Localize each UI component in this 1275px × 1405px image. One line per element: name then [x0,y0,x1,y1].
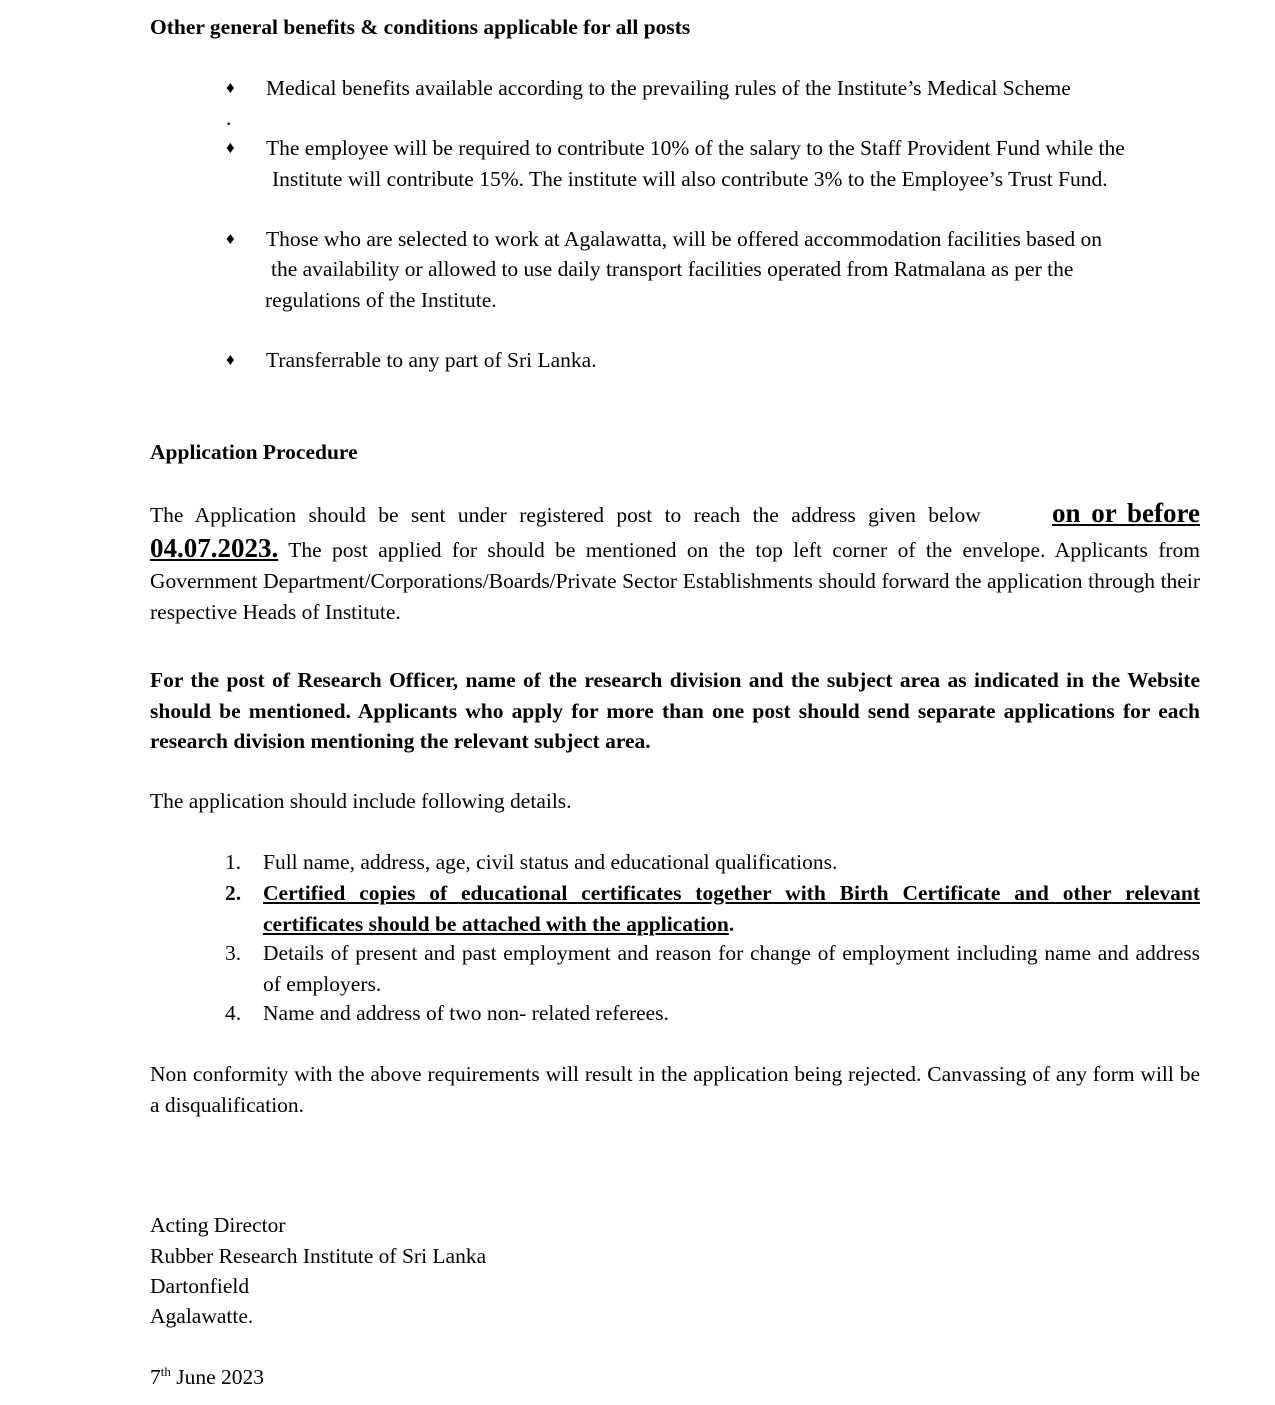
list-item-employment: Details of present and past employment and reason for change of employment including name and address of employers. [263,941,1200,996]
list-item-certificates [263,878,1200,939]
certificates-text: Certified copies of educational certificates together with Birth Certificate and other relevant certificates should be attached with the application [263,881,1200,936]
benefit-item-accommodation-line1: Those who are selected to work at Agalawatta, will be offered accommodation facilities based on [266,227,1103,251]
signatory-title: Acting Director [150,1213,286,1237]
deadline-on-or-before: on or before [1052,498,1200,528]
list-item-personal-details: Full name, address, age, civil status and educational qualifications. [263,850,838,874]
list-item-referees: Name and address of two non- related referees. [263,1001,669,1025]
deadline-remaining-text: The post applied for should be mentioned on the top left corner of the envelope. Applicants from Government Department/Corporations/Boards/Private Sector Establishments should forward the application through their respective Heads of Institute. [150,538,1200,624]
list-number: 2. [225,881,242,905]
procedure-paragraph-nonconformity: Non conformity with the above requirements will result in the application being rejected. Canvassing of any form will be a disqualification. [150,1062,1200,1117]
date-month-year: June 2023 [170,1365,265,1389]
benefit-item-transfer: Transferrable to any part of Sri Lanka. [266,348,597,372]
list-number: 4. [225,1001,242,1025]
list-number: 3. [225,941,242,965]
document-date [150,1362,264,1393]
deadline-date: 04.07.2023. [150,533,279,563]
benefit-item-provident-line2: Institute will contribute 15%. The institute will also contribute 3% to the Employee’s Trust Fund. [272,167,1108,191]
bullet-icon: ♦ [226,229,235,248]
procedure-paragraph-deadline [150,498,1200,628]
date-suffix: th [160,1364,171,1379]
deadline-intro-text: The Application should be sent under registered post to reach the address given below [150,503,981,527]
benefit-item-provident-line1: The employee will be required to contribute 10% of the salary to the Staff Provident Fund while the [266,136,1125,160]
procedure-paragraph-details-intro: The application should include following details. [150,789,572,813]
date-day: 7 [150,1365,161,1389]
stray-dot: . [226,106,232,130]
benefits-heading: Other general benefits & conditions applicable for all posts [150,15,691,39]
benefit-item-medical: Medical benefits available according to the prevailing rules of the Institute’s Medical Scheme [266,76,1071,100]
benefit-item-accommodation-line2: the availability or allowed to use daily transport facilities operated from Ratmalana as per the [271,257,1074,281]
list-number: 1. [225,850,242,874]
signatory-address-line2: Agalawatte. [150,1304,254,1328]
bullet-icon: ♦ [226,350,235,369]
bullet-icon: ♦ [226,138,235,157]
certificates-period: . [728,911,735,936]
procedure-heading: Application Procedure [150,440,358,464]
deadline-first-line [150,498,1200,531]
signatory-address-line1: Dartonfield [150,1274,250,1298]
bullet-icon: ♦ [226,78,235,97]
procedure-paragraph-research-officer: For the post of Research Officer, name of the research division and the subject area as indicated in the Website should be mentioned. Applicants who apply for more than one post should send separate applications for each research division mentioning the relevant subject area. [150,668,1200,753]
deadline-rest [150,533,1200,628]
benefit-item-accommodation-line3: regulations of the Institute. [265,288,497,312]
signatory-organization: Rubber Research Institute of Sri Lanka [150,1244,487,1268]
